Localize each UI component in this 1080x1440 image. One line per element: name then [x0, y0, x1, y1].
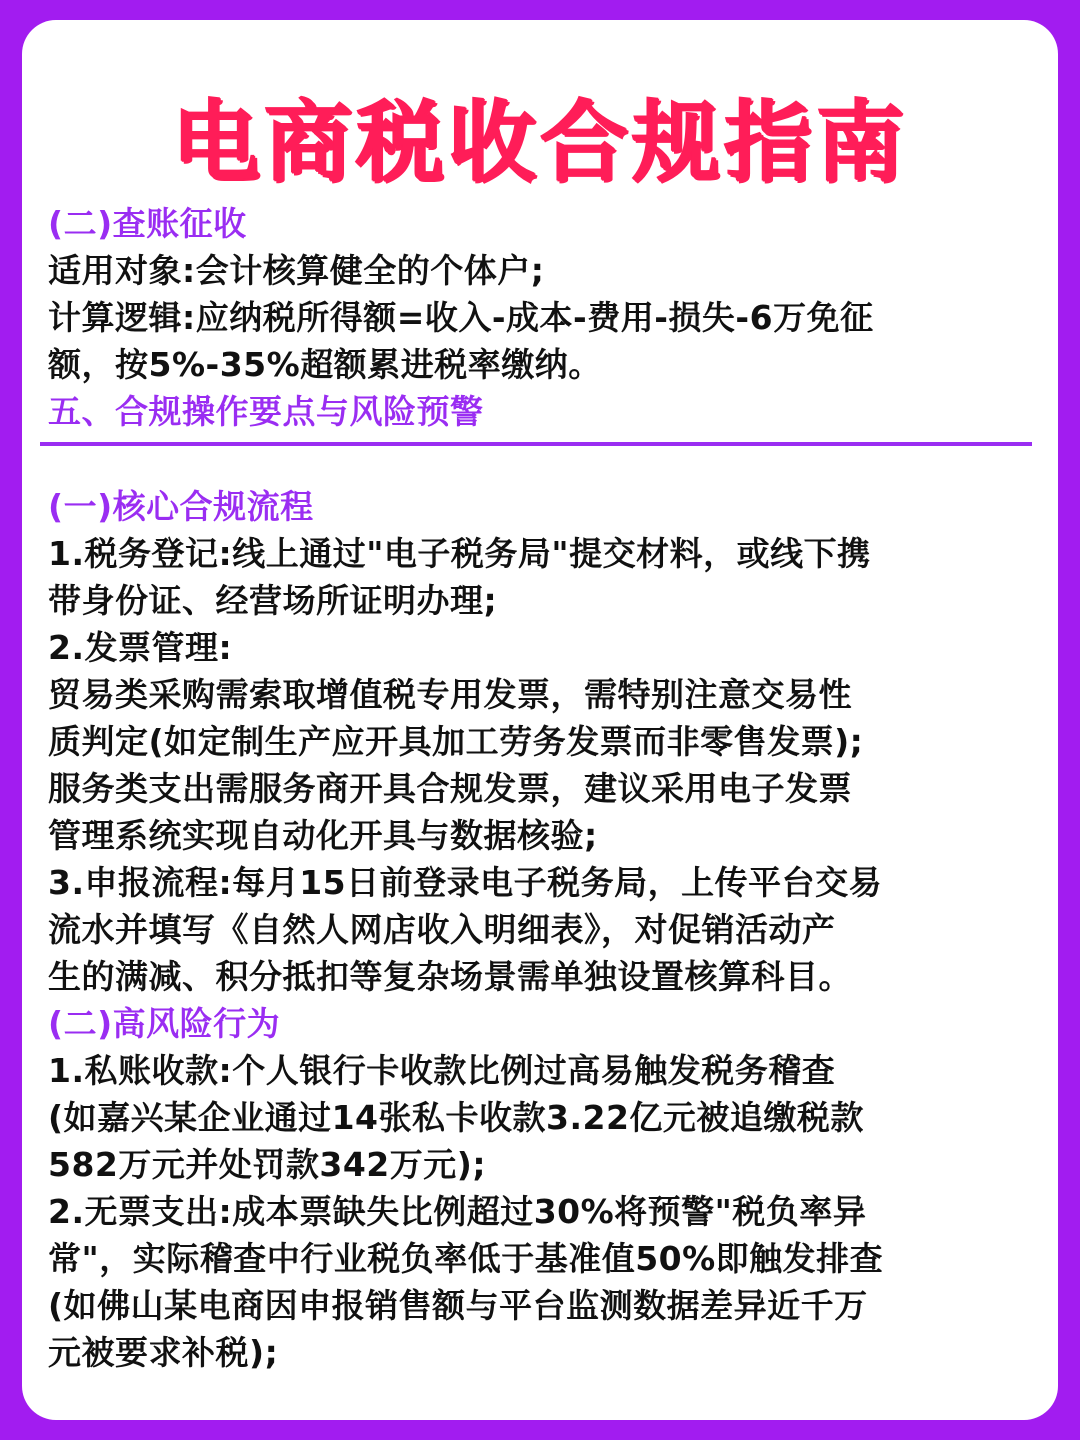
text-line: 2.发票管理: [48, 628, 233, 667]
section-compliance-process [48, 483, 1038, 1376]
text-line: 生的满减、积分抵扣等复杂场景需单独设置核算科目。 [48, 957, 852, 996]
page-title: 电商税收合规指南 [171, 91, 908, 194]
text-line: 贸易类采购需索取增值税专用发票，需特别注意交易性 [48, 675, 852, 714]
text-line: 适用对象:会计核算健全的个体户; [48, 251, 545, 290]
section-heading-audit-collection: (二)查账征收 [48, 204, 247, 243]
text-line: (如佛山某电商因申报销售额与平台监测数据差异近千万 [48, 1286, 868, 1325]
text-line: 常"，实际稽查中行业税负率低于基准值50%即触发排查 [48, 1239, 884, 1278]
text-line: 1.税务登记:线上通过"电子税务局"提交材料，或线下携 [48, 534, 871, 573]
text-line: 管理系统实现自动化开具与数据核验; [48, 816, 598, 855]
text-line: 2.无票支出:成本票缺失比例超过30%将预警"税负率异 [48, 1192, 867, 1231]
text-line: 流水并填写《自然人网店收入明细表》，对促销活动产 [48, 910, 836, 949]
text-line: 服务类支出需服务商开具合规发票，建议采用电子发票 [48, 769, 852, 808]
text-line: 带身份证、经营场所证明办理; [48, 581, 498, 620]
text-line: (如嘉兴某企业通过14张私卡收款3.22亿元被追缴税款 [48, 1098, 864, 1137]
section-heading-compliance: 五、合规操作要点与风险预警 [48, 392, 484, 431]
text-line: 额，按5%-35%超额累进税率缴纳。 [48, 345, 602, 384]
text-line: 元被要求补税); [48, 1333, 279, 1372]
content-card [22, 20, 1058, 1420]
section-heading-high-risk: (二)高风险行为 [48, 1004, 281, 1043]
text-line: 质判定(如定制生产应开具加工劳务发票而非零售发票); [48, 722, 864, 761]
text-line: 3.申报流程:每月15日前登录电子税务局，上传平台交易 [48, 863, 883, 902]
section-tax-audit [48, 200, 1038, 435]
section-divider [40, 442, 1032, 446]
text-line: 1.私账收款:个人银行卡收款比例过高易触发税务稽查 [48, 1051, 836, 1090]
section-heading-core-process: (一)核心合规流程 [48, 487, 314, 526]
text-line: 计算逻辑:应纳税所得额=收入-成本-费用-损失-6万免征 [48, 298, 874, 337]
text-line: 582万元并处罚款342万元); [48, 1145, 487, 1184]
